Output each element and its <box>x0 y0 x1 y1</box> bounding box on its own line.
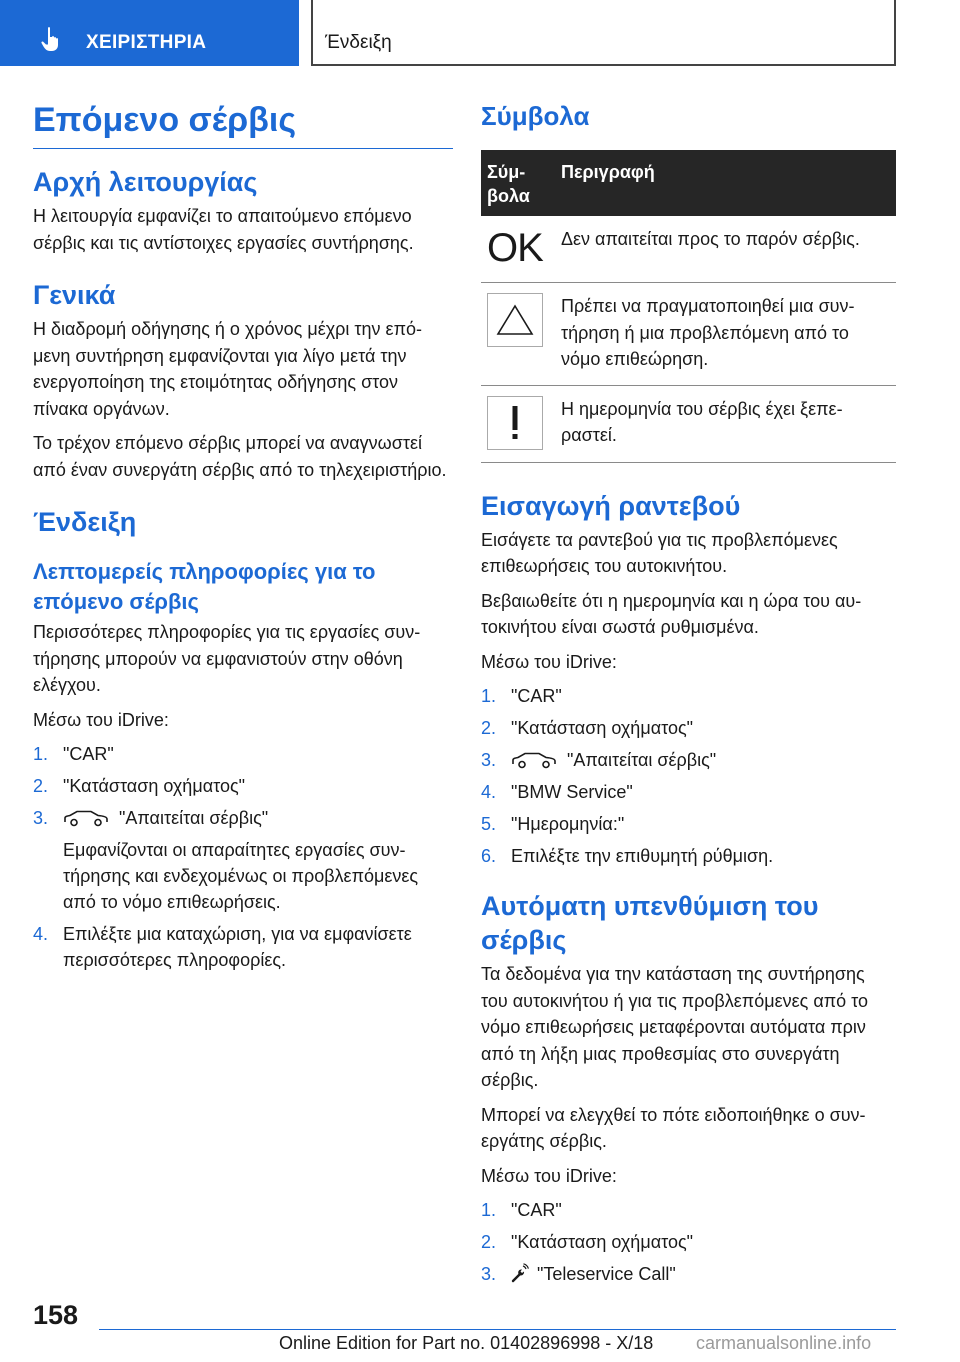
paragraph-via-idrive: Μέσω του iDrive: <box>33 709 169 730</box>
footer-divider <box>99 1329 896 1330</box>
page-number: 158 <box>33 1300 79 1330</box>
paragraph-appointments-1: Εισάγετε τα ραντεβού για τις προβλεπόμενες επιθεωρήσεις του αυτοκινήτου. <box>481 529 838 576</box>
ok-symbol: OK <box>487 226 543 270</box>
paragraph-function: Η λειτουργία εμφανίζει το απαιτούμενο επόμενο σέρβις και τις αντίστοιχες εργασίες συντήρησης. <box>33 206 414 253</box>
heading-symbols: Σύμβολα <box>481 101 590 131</box>
heading-function: Αρχή λειτουργίας <box>33 167 258 197</box>
list-item: 3. "Teleservice Call" <box>481 1264 676 1284</box>
table-header-description: Περιγραφή <box>555 150 896 216</box>
exclamation-icon <box>487 396 543 450</box>
list-item: 5. "Ημερομηνία:" <box>481 814 625 834</box>
paragraph-auto-2: Μπορεί να ελεγχθεί το πότε ειδοποιήθηκε ο συνεργάτης σέρβις. <box>481 1104 866 1151</box>
heading-general: Γενικά <box>33 280 116 310</box>
list-item: 2. "Κατάσταση οχήματος" <box>481 1232 694 1252</box>
footer-edition: Online Edition for Part no. 01402896998 - X/18 <box>279 1333 654 1353</box>
list-item: 6. Επιλέξτε την επιθυμητή ρύθμιση. <box>481 846 774 866</box>
list-item: 2. "Κατάσταση οχήματος" <box>481 718 694 738</box>
subsection-label: Ένδειξη <box>325 32 392 53</box>
steps-list <box>481 1197 896 1287</box>
car-icon <box>511 751 557 769</box>
steps-list <box>481 683 896 869</box>
left-column <box>33 100 453 979</box>
heading-display: Ένδειξη <box>33 507 137 537</box>
subsection-tab[interactable] <box>311 0 896 66</box>
paragraph-general-1: Η διαδρομή οδήγησης ή ο χρόνος μέχρι την επόμενη συντήρηση εμφανίζονται για λίγο μετά την ενεργοποίηση της ετοιμότητας οδήγησης στον πίνακα οργάνων. <box>33 319 422 419</box>
table-row: OK Δεν απαιτείται προς το παρόν σέρβις. <box>481 216 896 283</box>
list-item: 4. Επιλέξτε μια καταχώριση, για να εμφανίσετε περισσότερες πληροφορίες. <box>33 924 412 970</box>
heading-details: Λεπτομερείς πληροφορίες για το επόμενο σέρβις <box>33 559 376 614</box>
paragraph-appointments-2: Βεβαιωθείτε ότι η ημερομηνία και η ώρα του αυτοκινήτου είναι σωστά ρυθμισμένα. <box>481 590 862 637</box>
paragraph-general-2: Το τρέχον επόμενο σέρβις μπορεί να αναγνωστεί από έναν συνεργάτη σέρβις από το τηλεχειριστήριο. <box>33 433 447 480</box>
symbols-table <box>481 150 896 463</box>
list-item: 4. "BMW Service" <box>481 782 633 802</box>
warning-triangle-icon <box>487 293 543 347</box>
list-item: 3. "Απαιτείται σέρβις" Εμφανίζονται οι απαραίτητες εργασίες συντήρησης και ενδεχομένως οι προβλεπόμενες από το νόμο επιθεωρήσεις. <box>33 808 419 912</box>
page-title: Επόμενο σέρβις <box>33 100 453 149</box>
paragraph-auto-1: Τα δεδομένα για την κατάσταση της συντήρησης του αυτοκινήτου ή για τις προβλεπόμενες από το νόμο επιθεωρήσεις μεταφέρονται αυτόματα πριν από τη λήξη μιας προθεσμίας στο συνεργάτη σέρβις. <box>481 964 869 1090</box>
list-item: 3. "Απαιτείται σέρβις" <box>481 750 717 770</box>
manual-section-tab[interactable] <box>0 0 299 66</box>
list-item: 1. "CAR" <box>481 686 562 706</box>
list-item: 1. "CAR" <box>481 1200 562 1220</box>
table-row: Η ημερομηνία του σέρβις έχει ξεπεραστεί. <box>481 385 896 462</box>
teleservice-wrench-icon <box>511 1263 529 1283</box>
watermark: carmanualsonline.info <box>696 1333 872 1353</box>
manual-section-label: ΧΕΙΡΙΣΤΗΡΙΑ <box>86 32 207 53</box>
car-icon <box>63 809 109 827</box>
list-item: 2. "Κατάσταση οχήματος" <box>33 776 246 796</box>
table-header-symbol: Σύμβολα <box>481 150 555 216</box>
right-column <box>481 100 896 1293</box>
steps-list <box>33 741 453 973</box>
paragraph-via-idrive: Μέσω του iDrive: <box>481 1165 617 1186</box>
heading-auto-reminder: Αυτόματη υπενθύμιση του σέρβις <box>481 891 819 955</box>
list-item: 1. "CAR" <box>33 744 114 764</box>
heading-appointments: Εισαγωγή ραντεβού <box>481 490 741 521</box>
paragraph-via-idrive: Μέσω του iDrive: <box>481 651 617 672</box>
hand-pointer-icon <box>40 26 64 52</box>
paragraph-details: Περισσότερες πληροφορίες για τις εργασίες συντήρησης μπορούν να εμφανιστούν στην οθόνη ελέγχου. <box>33 622 421 695</box>
table-row: Πρέπει να πραγματοποιηθεί μια συντήρηση ή μια προβλεπόμενη από το νόμο επιθεώρηση. <box>481 283 896 386</box>
